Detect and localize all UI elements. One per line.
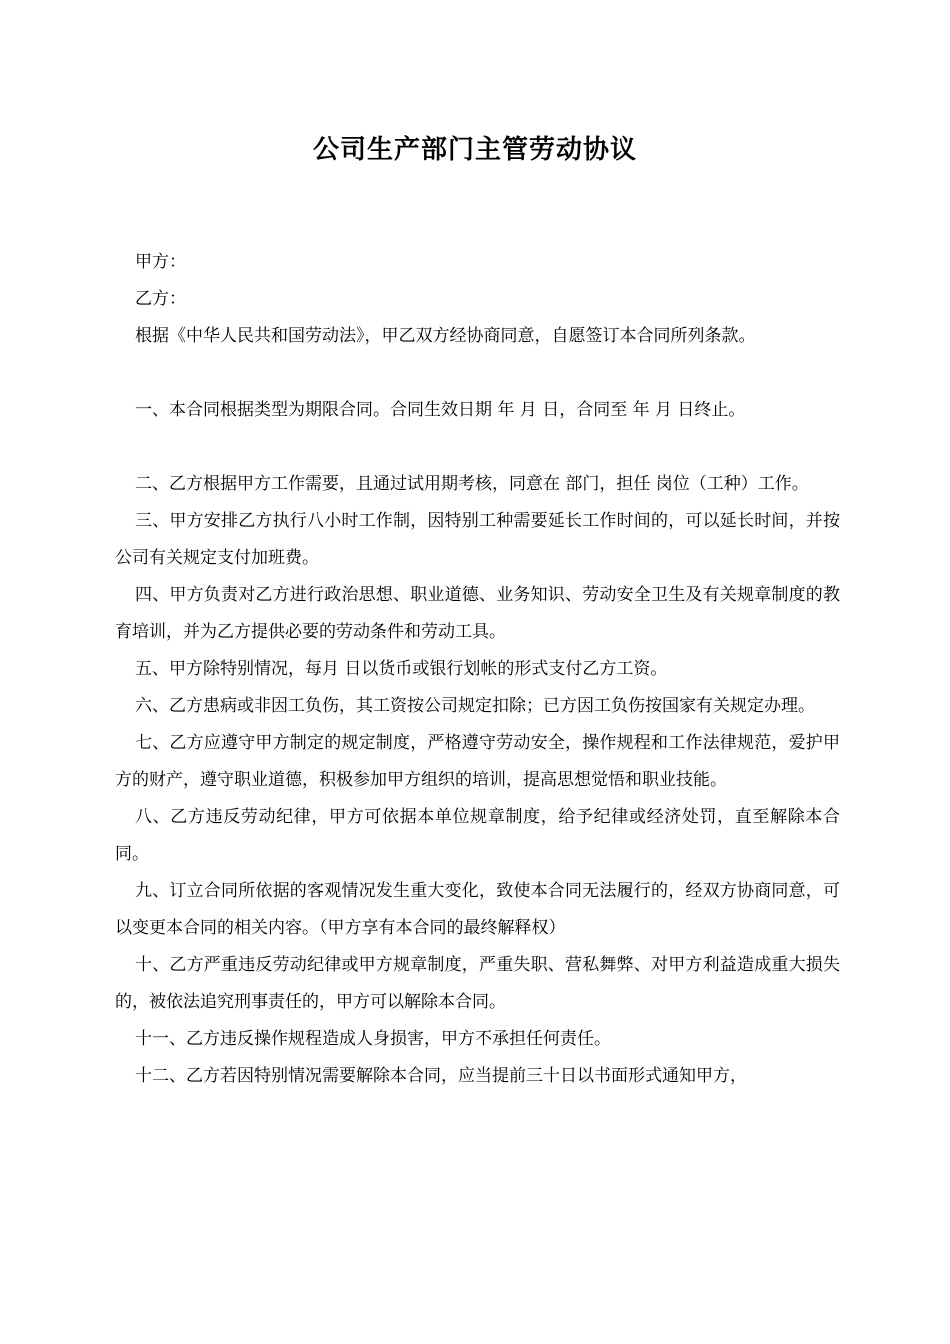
clause-2: 二、乙方根据甲方工作需要，且通过试用期考核，同意在 部门，担任 岗位（工种）工作。 — [135, 474, 809, 494]
clause-10: 十、乙方严重违反劳动纪律或甲方规章制度，严重失职、营私舞弊、对甲方利益造成重大损失的，被依法追究刑事责任的，甲方可以解除本合同。 — [115, 955, 840, 1012]
clause-4: 四、甲方负责对乙方进行政治思想、职业道德、业务知识、劳动安全卫生及有关规章制度的教育培训，并为乙方提供必要的劳动条件和劳动工具。 — [115, 585, 840, 642]
clause-8: 八、乙方违反劳动纪律，甲方可依据本单位规章制度，给予纪律或经济处罚，直至解除本合同。 — [115, 807, 840, 864]
document-body — [115, 244, 840, 1095]
intro-paragraph: 根据《中华人民共和国劳动法》，甲乙双方经协商同意，自愿签订本合同所列条款。 — [135, 326, 756, 346]
clause-6: 六、乙方患病或非因工负伤，其工资按公司规定扣除；已方因工负伤按国家有关规定办理。 — [135, 696, 815, 716]
clause-5: 五、甲方除特别情况，每月 日以货币或银行划帐的形式支付乙方工资。 — [135, 659, 668, 679]
spacer — [115, 355, 840, 392]
clause-7: 七、乙方应遵守甲方制定的规定制度，严格遵守劳动安全，操作规程和工作法律规范，爱护甲方的财产，遵守职业道德，积极参加甲方组织的培训，提高思想觉悟和职业技能。 — [115, 733, 840, 790]
clause-12: 十二、乙方若因特别情况需要解除本合同，应当提前三十日以书面形式通知甲方， — [135, 1066, 747, 1086]
clause-11: 十一、乙方违反操作规程造成人身损害，甲方不承担任何责任。 — [135, 1029, 611, 1049]
clause-3: 三、甲方安排乙方执行八小时工作制，因特别工种需要延长工作时间的，可以延长时间，并按公司有关规定支付加班费。 — [115, 511, 840, 568]
clause-1: 一、本合同根据类型为期限合同。合同生效日期 年 月 日，合同至 年 月 日终止。 — [135, 400, 746, 420]
party-b-line: 乙方： — [135, 289, 186, 309]
party-a-line: 甲方： — [135, 252, 186, 272]
clause-9: 九、订立合同所依据的客观情况发生重大变化，致使本合同无法履行的，经双方协商同意，可以变更本合同的相关内容。（甲方享有本合同的最终解释权） — [115, 881, 840, 938]
document-title: 公司生产部门主管劳动协议 — [312, 135, 637, 165]
spacer — [115, 429, 840, 466]
